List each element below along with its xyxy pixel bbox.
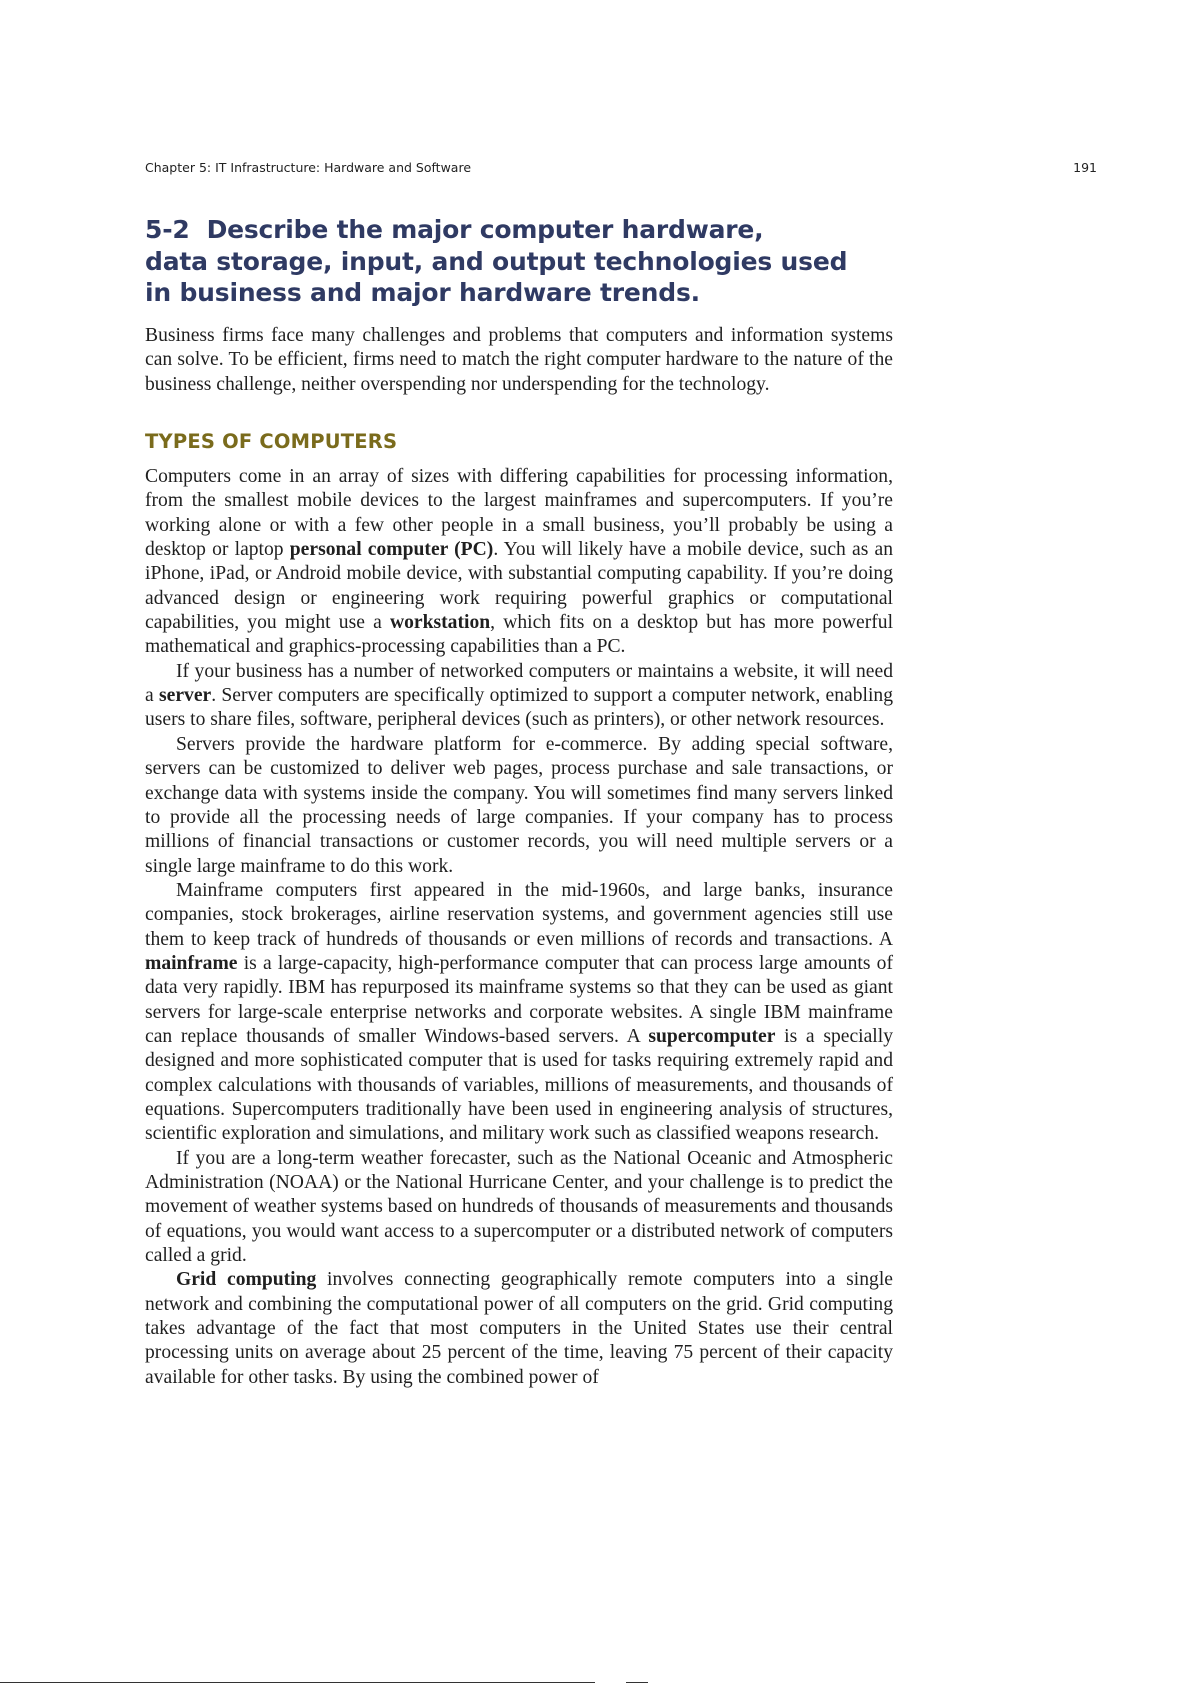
paragraph-weather-forecaster: If you are a long-term weather forecaster, such as the National Oceanic and Atmospheric Administration (NOAA) or the National Hurricane Center, and your challenge is to predict the movement of weather systems based on hundreds of thousands of measurements and thousands of equations, you would want access to a supercomputer or a distributed network of computers called a grid. — [145, 1147, 893, 1267]
page-bottom-rule — [0, 1682, 595, 1683]
text-run: Computers come in an array of sizes with differing capabilities for processing information, from the smallest mobile devices to the largest mainframes and supercomputers. If you’re working alone or with a few other people in a small business, you’ll probably be using a desktop or laptop — [145, 466, 893, 561]
paragraph-grid-computing — [145, 1268, 893, 1390]
key-term-server: server — [159, 685, 212, 707]
text-run: , which fits on a desktop but has more powerful mathematical and graphics-processing capabilities than a PC. — [145, 612, 894, 658]
key-term-grid-computing: Grid computing — [176, 1269, 317, 1291]
page-bottom-rule-fragment — [626, 1682, 648, 1683]
page-number: 191 — [1073, 160, 1097, 175]
text-run: If your business has a number of networked computers or maintains a website, it will need a — [145, 660, 893, 707]
chapter-title: Chapter 5: IT Infrastructure: Hardware and Software — [145, 160, 472, 175]
paragraph-types-intro — [145, 465, 893, 660]
running-header — [145, 160, 1097, 175]
text-run: Mainframe computers first appeared in the mid-1960s, and large banks, insurance companies, stock brokerages, airline reservation systems, and government agencies still use them to keep track of hundreds of thousands or even millions of records and transactions. A — [145, 879, 893, 950]
heading-line: data storage, input, and output technologies used — [145, 246, 848, 276]
subheading-types-of-computers: TYPES OF COMPUTERS — [145, 430, 398, 454]
key-term-supercomputer: supercomputer — [648, 1025, 776, 1047]
text-run: involves connecting geographically remote computers into a single network and combining the computational power of all computers on the grid. Grid computing takes advantage of the fact that most computers in the United States use their central processing units on average about 25 percent of the time, leaving 75 percent of their capacity available for other tasks. By using the combined power of — [145, 1269, 893, 1388]
text-run: is a specially designed and more sophisticated computer that is used for tasks requiring extremely rapid and complex calculations with thousands of variables, millions of measurements, and thousands of equations. Supercomputers traditionally have been used in engineering analysis of structures, scientific exploration and simulations, and military work such as classified weapons research. — [145, 1025, 893, 1145]
heading-line: in business and major hardware trends. — [145, 278, 700, 307]
section-heading — [145, 214, 905, 309]
paragraph-servers-ecommerce: Servers provide the hardware platform for e-commerce. By adding special software, servers can be customized to deliver web pages, process purchase and sale transactions, or exchange data with systems inside the company. You will sometimes find many servers linked to provide all the processing needs of large companies. If your company has to process millions of financial transactions or customer records, you will need multiple servers or a single large mainframe to do this work. — [145, 733, 893, 877]
text-run: . You will likely have a mobile device, such as an iPhone, iPad, or Android mobile device, with substantial computing capability. If you’re doing advanced design or engineering work requiring powerful graphics or computational capabilities, you might use a — [145, 539, 893, 634]
key-term-personal-computer: personal computer (PC) — [289, 539, 494, 561]
heading-line: 5-2 Describe the major computer hardware, — [145, 215, 764, 244]
text-run: is a large-capacity, high-performance computer that can process large amounts of data very rapidly. IBM has repurposed its mainframe systems so that they can be used as giant servers for large-scale enterprise networks and corporate websites. A single IBM mainframe can replace thousands of smaller Windows-based servers. A — [145, 952, 893, 1047]
key-term-mainframe: mainframe — [145, 952, 238, 974]
key-term-workstation: workstation — [389, 612, 491, 634]
paragraph-mainframe — [145, 879, 893, 1147]
paragraph-server — [145, 660, 893, 733]
intro-paragraph: Business firms face many challenges and problems that computers and information systems can solve. To be efficient, firms need to match the right computer hardware to the nature of the business challenge, neither overspending nor underspending for the technology. — [145, 325, 893, 395]
text-run: . Server computers are specifically optimized to support a computer network, enabling users to share files, software, peripheral devices (such as printers), or other network resources. — [145, 685, 893, 731]
body-text — [145, 324, 893, 1390]
